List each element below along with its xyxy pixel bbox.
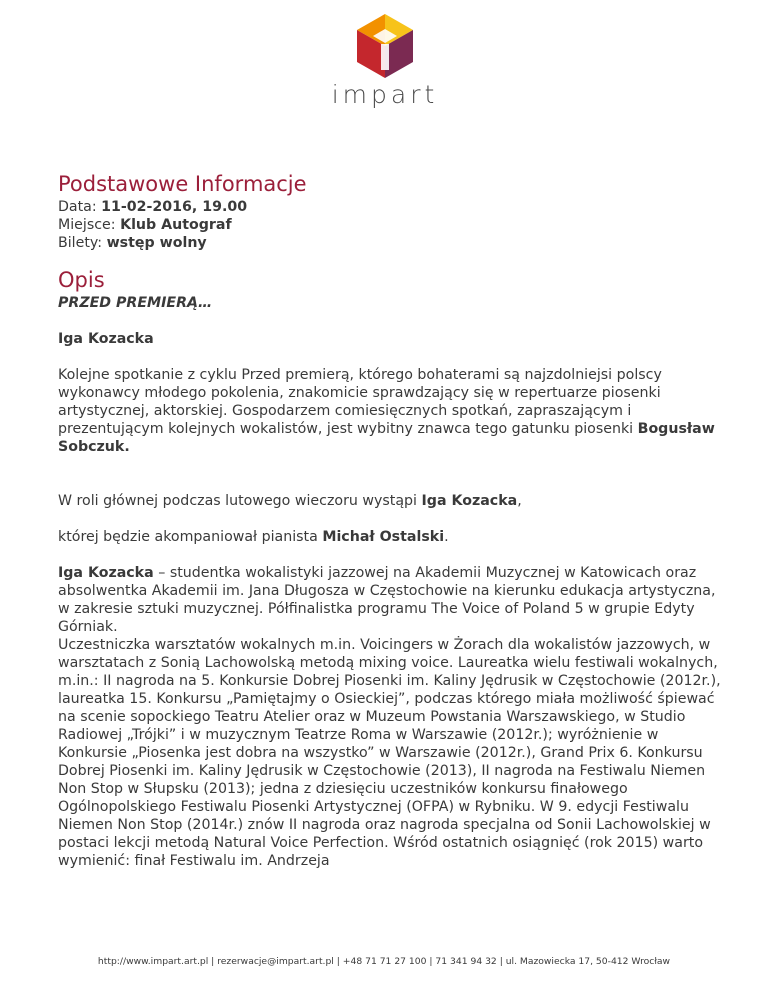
date-line: [58, 198, 728, 216]
bio-text: – studentka wokalistyki jazzowej na Akademii Muzycznej w Katowicach oraz absolwentka Akademii im. Jana Długosza w Częstochowie na kierunku edukacja artystyczna, w zakresie sztuki muzycznej. Półfinalistka programu The Voice of Poland 5 w grupie Edyty Górniak.: [58, 565, 716, 635]
impart-logo-mark: [357, 14, 413, 78]
main-content: [58, 170, 728, 870]
bio-name: Iga Kozacka: [58, 565, 154, 581]
event-subtitle: PRZED PREMIERĄ…: [58, 295, 213, 311]
tickets-line: [58, 234, 728, 252]
host-name: Bogusław Sobczuk.: [58, 421, 715, 455]
tickets-label: Bilety:: [58, 235, 107, 251]
pianist-end: .: [444, 529, 449, 545]
date-label: Data:: [58, 199, 102, 215]
impart-logo: [330, 14, 440, 114]
description-heading: Opis: [58, 268, 105, 292]
artist-name: [58, 330, 728, 348]
pianist-text: której będzie akompaniował pianista: [58, 529, 323, 545]
lead-paragraph: [58, 492, 728, 510]
logo-wordmark: impart: [331, 80, 439, 109]
lead-end: ,: [517, 493, 522, 509]
pianist-paragraph: [58, 528, 728, 546]
place-line: [58, 216, 728, 234]
date-value: 11-02-2016, 19.00: [101, 199, 248, 215]
description-section: [58, 266, 728, 870]
place-label: Miejsce:: [58, 217, 121, 233]
bio-paragraph: [58, 564, 728, 636]
place-value: Klub Autograf: [120, 217, 232, 233]
bio-paragraph-2: Uczestniczka warsztatów wokalnych m.in. Voicingers w Żorach dla wokalistów jazzowych, w warsztatach z Sonią Lachowolską metodą mixing voice. Laureatka wielu festiwali wokalnych, m.in.: II nagroda na 5. Konkursie Dobrej Piosenki im. Kaliny Jędrusik w Częstochowie (2012r.), laureatka 15. Konkursu „Pamiętajmy o Osieckiej”, podczas którego miała możliwość śpiewać na scenie sopockiego Teatru Atelier oraz w Muzeum Powstania Warszawskiego, w Studio Radiowej „Trójki” i w muzycznym Teatrze Roma w Warszawie (2012r.); wyróżnienie w Konkursie „Piosenka jest dobra na wszystko” w Warszawie (2012r.), Grand Prix 6. Konkursu Dobrej Piosenki im. Kaliny Jędrusik w Częstochowie (2013), II nagroda na Festiwalu Niemen Non Stop w Słupsku (2013); jedna z dziesięciu uczestników konkursu finałowego Ogólnopolskiego Festiwalu Piosenki Artystycznej (OFPA) w Rybniku. W 9. edycji Festiwalu Niemen Non Stop (2014r.) znów II nagroda oraz nagroda specjalna od Sonii Lachowolskiej w postaci lekcji metodą Natural Voice Perfection. Wśród ostatnich osiągnięć (rok 2015) warto wymienić: finał Festiwalu im. Andrzeja: [58, 637, 721, 869]
artist-name-text: Iga Kozacka: [58, 331, 154, 347]
lead-artist: Iga Kozacka: [421, 493, 518, 509]
lead-text: W roli głównej podczas lutowego wieczoru wystąpi: [58, 493, 422, 509]
intro-text: Kolejne spotkanie z cyklu Przed premierą, którego bohaterami są najzdolniejsi polscy wykonawcy młodego pokolenia, znakomicie sprawdzający się w repertuarze piosenki artystycznej, aktorskiej. Gospodarzem comiesięcznych spotkań, zapraszającym i prezentującym kolejnych wokalistów, jest wybitny znawca tego gatunku piosenki: [58, 367, 662, 437]
pianist-name: Michał Ostalski: [322, 529, 445, 545]
basic-info-heading: Podstawowe Informacje: [58, 172, 307, 196]
basic-info-section: [58, 170, 728, 252]
page-footer: http://www.impart.art.pl | rezerwacje@impart.art.pl | +48 71 71 27 100 | 71 341 94 32 | ul. Mazowiecka 17, 50-412 Wrocław: [97, 956, 671, 967]
tickets-value: wstęp wolny: [106, 235, 207, 251]
intro-paragraph: [58, 366, 728, 456]
